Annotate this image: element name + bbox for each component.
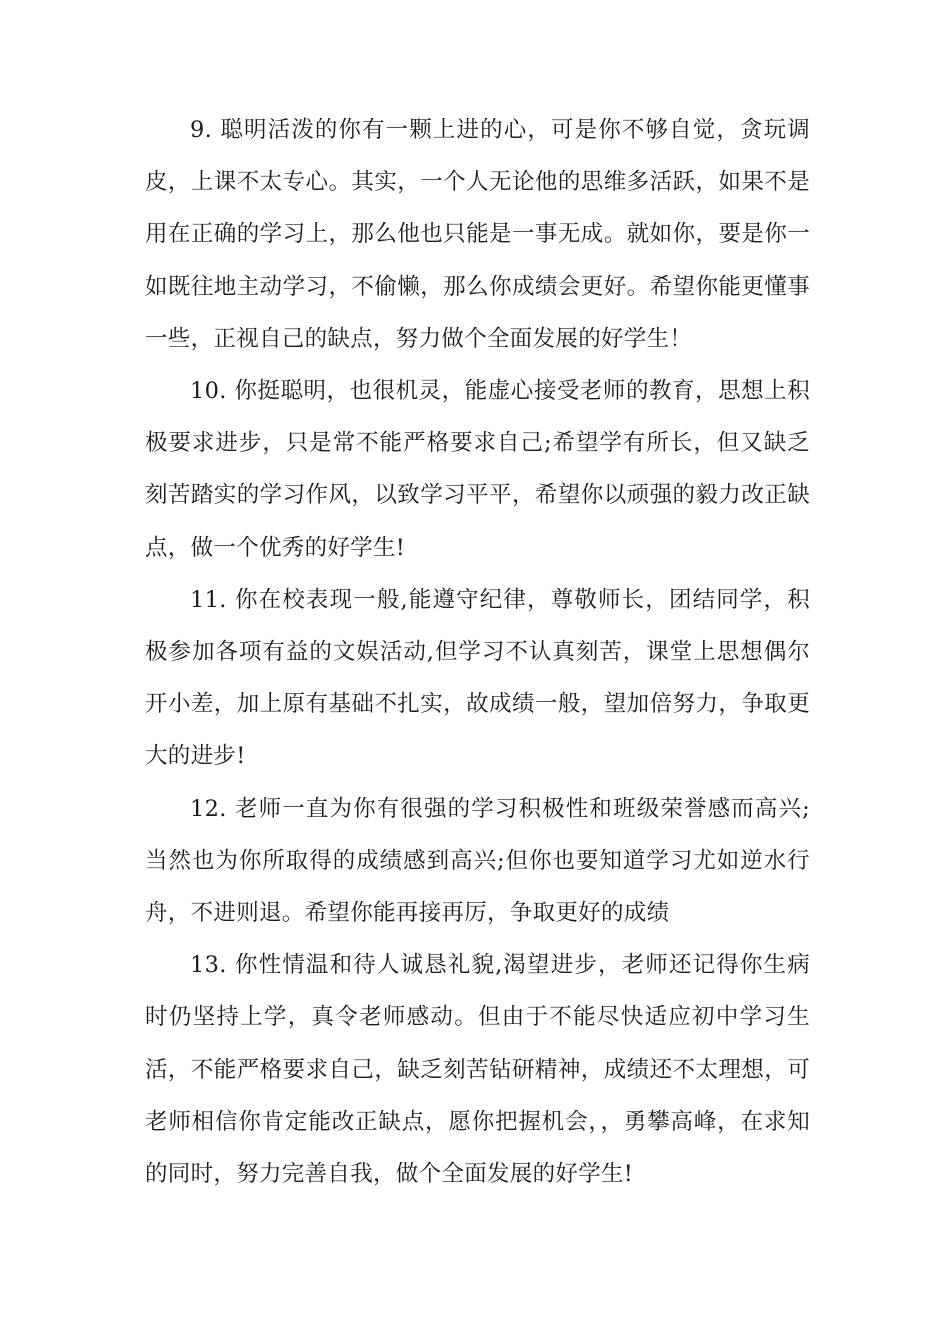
- paragraph-10: 10. 你挺聪明，也很机灵，能虚心接受老师的教育，思想上积极要求进步，只是常不能严格要求自己;希望学有所长，但又缺乏刻苦踏实的学习作风，以致学习平平，希望你以顽强的毅力改正缺点，做一个优秀的好学生!: [145, 378, 810, 561]
- paragraph-12: 12. 老师一直为你有很强的学习积极性和班级荣誉感而高兴;当然也为你所取得的成绩感到高兴;但你也要知道学习尤如逆水行舟，不进则退。希望你能再接再厉，争取更好的成绩: [145, 795, 810, 927]
- paragraph-13: 13. 你性情温和待人诚恳礼貌,渴望进步，老师还记得你生病时仍坚持上学，真令老师感动。但由于不能尽快适应初中学习生活，不能严格要求自己，缺乏刻苦钻研精神，成绩还不太理想，可老师相信你肯定能改正缺点，愿你把握机会，，勇攀高峰，在求知的同时，努力完善自我，做个全面发展的好学生!: [145, 952, 810, 1188]
- paragraph-11: 11. 你在校表现一般,能遵守纪律，尊敬师长，团结同学，积极参加各项有益的文娱活动,但学习不认真刻苦，课堂上思想偶尔开小差，加上原有基础不扎实，故成绩一般，望加倍努力，争取更大的进步!: [145, 586, 810, 770]
- paragraph-9: 9. 聪明活泼的你有一颗上进的心，可是你不够自觉，贪玩调皮，上课不太专心。其实，一个人无论他的思维多活跃，如果不是用在正确的学习上，那么他也只能是一事无成。就如你，要是你一如既往地主动学习，不偷懒，那么你成绩会更好。希望你能更懂事一些，正视自己的缺点，努力做个全面发展的好学生！: [145, 117, 810, 352]
- document-body: [145, 104, 810, 1200]
